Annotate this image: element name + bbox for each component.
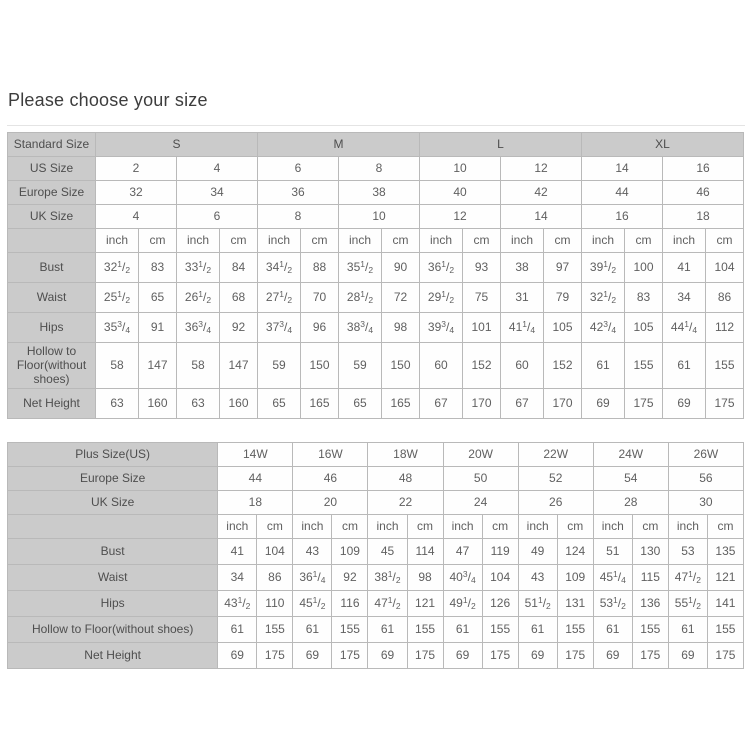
table-value-cell: 165 — [301, 389, 339, 419]
table-value-cell: 10 — [339, 205, 420, 229]
table-value-cell: $51^1/_2$ — [518, 591, 557, 617]
table-value-cell: 92 — [332, 565, 368, 591]
table-value-cell: $45^1/_4$ — [593, 565, 632, 591]
table-value-cell: 92 — [220, 313, 258, 343]
table-value-cell: 4 — [96, 205, 177, 229]
table-value-cell: 152 — [544, 343, 582, 389]
table-value-cell: $36^3/_4$ — [177, 313, 220, 343]
table-value-cell: 86 — [706, 283, 744, 313]
table-value-cell: 112 — [706, 313, 744, 343]
table-value-cell: $38^1/_2$ — [368, 565, 407, 591]
table-value-cell: 175 — [482, 643, 518, 669]
table-value-cell: 14W — [218, 443, 293, 467]
table-value-cell: 59 — [339, 343, 382, 389]
table-header-cell: UK Size — [8, 491, 218, 515]
divider-line — [7, 125, 745, 126]
table-value-cell: cm — [707, 515, 743, 539]
table-value-cell: inch — [663, 229, 706, 253]
table-header-cell: Europe Size — [8, 181, 96, 205]
table-value-cell: $49^1/_2$ — [443, 591, 482, 617]
table-value-cell: $28^1/_2$ — [339, 283, 382, 313]
table-value-cell: 83 — [625, 283, 663, 313]
table-value-cell: 69 — [368, 643, 407, 669]
table-value-cell: 69 — [593, 643, 632, 669]
table-value-cell: cm — [332, 515, 368, 539]
table-value-cell: 38 — [339, 181, 420, 205]
table-value-cell: $44^1/_4$ — [663, 313, 706, 343]
table-value-cell: cm — [407, 515, 443, 539]
table-value-cell: 16 — [582, 205, 663, 229]
table-value-cell: 147 — [220, 343, 258, 389]
table-value-cell: $43^1/_2$ — [218, 591, 257, 617]
table-value-cell: 115 — [632, 565, 668, 591]
table-value-cell: $32^1/_2$ — [96, 253, 139, 283]
table-header-cell: Plus Size(US) — [8, 443, 218, 467]
table-value-cell: 34 — [177, 181, 258, 205]
table-value-cell: 60 — [501, 343, 544, 389]
table-value-cell: inch — [501, 229, 544, 253]
table-value-cell: 105 — [625, 313, 663, 343]
table-value-cell: 67 — [420, 389, 463, 419]
table-value-cell: 70 — [301, 283, 339, 313]
table-value-cell: 84 — [220, 253, 258, 283]
table-header-cell: L — [420, 133, 582, 157]
table-value-cell: 175 — [407, 643, 443, 669]
table-value-cell: 61 — [593, 617, 632, 643]
table-row — [8, 539, 744, 565]
table-value-cell: 18W — [368, 443, 443, 467]
table-value-cell: 20W — [443, 443, 518, 467]
table-row — [8, 313, 744, 343]
table-header-cell: Bust — [8, 253, 96, 283]
table-value-cell: 175 — [632, 643, 668, 669]
table-row — [8, 181, 744, 205]
table-row — [8, 133, 744, 157]
table-value-cell: 14 — [582, 157, 663, 181]
table-value-cell: 69 — [582, 389, 625, 419]
table-value-cell: 109 — [557, 565, 593, 591]
table-header-cell: Hips — [8, 591, 218, 617]
table-value-cell: inch — [518, 515, 557, 539]
table-value-cell: 61 — [582, 343, 625, 389]
table-value-cell: 90 — [382, 253, 420, 283]
table-row — [8, 205, 744, 229]
table-value-cell: 43 — [518, 565, 557, 591]
table-header-cell: S — [96, 133, 258, 157]
table-value-cell: 121 — [707, 565, 743, 591]
table-value-cell: $35^3/_4$ — [96, 313, 139, 343]
table-value-cell: cm — [706, 229, 744, 253]
table-value-cell: 43 — [293, 539, 332, 565]
table-value-cell: 24 — [443, 491, 518, 515]
table-header-cell: Net Height — [8, 389, 96, 419]
table-value-cell: 104 — [482, 565, 518, 591]
table-value-cell: 175 — [707, 643, 743, 669]
table-value-cell: $42^3/_4$ — [582, 313, 625, 343]
table-value-cell: 155 — [557, 617, 593, 643]
table-value-cell: 119 — [482, 539, 518, 565]
table-value-cell: $36^1/_4$ — [293, 565, 332, 591]
table-value-cell: inch — [96, 229, 139, 253]
table-value-cell: 126 — [482, 591, 518, 617]
table-value-cell: 86 — [257, 565, 293, 591]
table-row — [8, 157, 744, 181]
table-value-cell: cm — [544, 229, 582, 253]
table-value-cell: 16W — [293, 443, 368, 467]
table-value-cell: 155 — [625, 343, 663, 389]
table-value-cell: $32^1/_2$ — [582, 283, 625, 313]
table-value-cell: 46 — [663, 181, 744, 205]
table-value-cell: inch — [582, 229, 625, 253]
table-value-cell: 105 — [544, 313, 582, 343]
table-value-cell: 18 — [218, 491, 293, 515]
table-value-cell: inch — [258, 229, 301, 253]
table-value-cell: inch — [293, 515, 332, 539]
table-value-cell: $36^1/_2$ — [420, 253, 463, 283]
table-value-cell: 155 — [257, 617, 293, 643]
table-value-cell: 96 — [301, 313, 339, 343]
table-value-cell: inch — [593, 515, 632, 539]
table-value-cell: 75 — [463, 283, 501, 313]
table-value-cell: 16 — [663, 157, 744, 181]
table-value-cell: 104 — [257, 539, 293, 565]
table-value-cell: 12 — [501, 157, 582, 181]
table-value-cell: 101 — [463, 313, 501, 343]
table-value-cell: 124 — [557, 539, 593, 565]
table-value-cell: 44 — [582, 181, 663, 205]
table-value-cell: 8 — [339, 157, 420, 181]
table-value-cell: 41 — [663, 253, 706, 283]
table-value-cell: cm — [463, 229, 501, 253]
table-value-cell: 36 — [258, 181, 339, 205]
table-value-cell: 24W — [593, 443, 668, 467]
table-value-cell: 69 — [218, 643, 257, 669]
table-value-cell: 155 — [482, 617, 518, 643]
table-value-cell: 6 — [177, 205, 258, 229]
table-value-cell: $25^1/_2$ — [96, 283, 139, 313]
table-value-cell: 116 — [332, 591, 368, 617]
table-value-cell: 18 — [663, 205, 744, 229]
table-value-cell: 160 — [220, 389, 258, 419]
table-value-cell: 56 — [668, 467, 743, 491]
table-value-cell: 53 — [668, 539, 707, 565]
table-value-cell: inch — [420, 229, 463, 253]
table-value-cell: 63 — [96, 389, 139, 419]
table-value-cell: 135 — [707, 539, 743, 565]
table-value-cell: 47 — [443, 539, 482, 565]
table-value-cell: $45^1/_2$ — [293, 591, 332, 617]
table-value-cell: 32 — [96, 181, 177, 205]
table-value-cell: 12 — [420, 205, 501, 229]
table-value-cell: $40^3/_4$ — [443, 565, 482, 591]
page-title: Please choose your size — [8, 90, 208, 110]
table-value-cell: 147 — [139, 343, 177, 389]
table-value-cell: 91 — [139, 313, 177, 343]
table-value-cell: 61 — [443, 617, 482, 643]
table-value-cell: 28 — [593, 491, 668, 515]
table-value-cell: 63 — [177, 389, 220, 419]
table-row — [8, 283, 744, 313]
table-header-cell: UK Size — [8, 205, 96, 229]
table-value-cell: $29^1/_2$ — [420, 283, 463, 313]
table-value-cell: 65 — [258, 389, 301, 419]
table-value-cell: 51 — [593, 539, 632, 565]
table-value-cell: 83 — [139, 253, 177, 283]
table-header-cell: Waist — [8, 283, 96, 313]
table-value-cell: 114 — [407, 539, 443, 565]
table-value-cell: 61 — [218, 617, 257, 643]
table-value-cell: inch — [368, 515, 407, 539]
table-value-cell: $27^1/_2$ — [258, 283, 301, 313]
table-row — [8, 343, 744, 389]
table-value-cell: 69 — [443, 643, 482, 669]
table-row — [8, 253, 744, 283]
table-value-cell: 26W — [668, 443, 743, 467]
table-header-cell: Hollow to Floor(without shoes) — [8, 617, 218, 643]
table-value-cell: 61 — [668, 617, 707, 643]
table-value-cell: 61 — [368, 617, 407, 643]
table-value-cell: cm — [557, 515, 593, 539]
table-row — [8, 643, 744, 669]
table-value-cell: 98 — [382, 313, 420, 343]
table-value-cell: 170 — [463, 389, 501, 419]
table-value-cell: 10 — [420, 157, 501, 181]
table-value-cell: 59 — [258, 343, 301, 389]
standard-size-table — [7, 132, 744, 419]
table-value-cell: 8 — [258, 205, 339, 229]
table-value-cell: 155 — [407, 617, 443, 643]
table-value-cell: inch — [177, 229, 220, 253]
table-value-cell: 4 — [177, 157, 258, 181]
table-value-cell: 34 — [663, 283, 706, 313]
table-value-cell: 65 — [139, 283, 177, 313]
table-row — [8, 565, 744, 591]
table-header-cell: Waist — [8, 565, 218, 591]
table-value-cell: 175 — [332, 643, 368, 669]
table-value-cell: $55^1/_2$ — [668, 591, 707, 617]
table-value-cell: cm — [220, 229, 258, 253]
table-value-cell: 40 — [420, 181, 501, 205]
table-value-cell: 121 — [407, 591, 443, 617]
table-value-cell: 110 — [257, 591, 293, 617]
table-value-cell: $34^1/_2$ — [258, 253, 301, 283]
table-value-cell: 93 — [463, 253, 501, 283]
table-value-cell: 68 — [220, 283, 258, 313]
table-value-cell: 41 — [218, 539, 257, 565]
table-value-cell: 155 — [706, 343, 744, 389]
table-value-cell: 67 — [501, 389, 544, 419]
table-value-cell: 175 — [557, 643, 593, 669]
table-value-cell: 109 — [332, 539, 368, 565]
table-value-cell: 65 — [339, 389, 382, 419]
table-value-cell: 79 — [544, 283, 582, 313]
table-value-cell: 150 — [382, 343, 420, 389]
table-value-cell: 69 — [518, 643, 557, 669]
table-row — [8, 389, 744, 419]
table-value-cell: 88 — [301, 253, 339, 283]
table-header-cell: XL — [582, 133, 744, 157]
table-value-cell: 14 — [501, 205, 582, 229]
table-row — [8, 491, 744, 515]
table-header-cell: Bust — [8, 539, 218, 565]
table-value-cell: 131 — [557, 591, 593, 617]
table-value-cell: 26 — [518, 491, 593, 515]
table-value-cell: $41^1/_4$ — [501, 313, 544, 343]
table-value-cell: 72 — [382, 283, 420, 313]
table-value-cell: 175 — [706, 389, 744, 419]
table-value-cell: cm — [625, 229, 663, 253]
table-value-cell: 130 — [632, 539, 668, 565]
table-value-cell: 175 — [625, 389, 663, 419]
table-value-cell: cm — [632, 515, 668, 539]
table-value-cell: 100 — [625, 253, 663, 283]
table-header-cell: Net Height — [8, 643, 218, 669]
table-value-cell: 20 — [293, 491, 368, 515]
table-value-cell: 136 — [632, 591, 668, 617]
table-value-cell: 42 — [501, 181, 582, 205]
table-value-cell: 61 — [518, 617, 557, 643]
table-value-cell: $47^1/_2$ — [368, 591, 407, 617]
table-row — [8, 229, 744, 253]
table-value-cell: $47^1/_2$ — [668, 565, 707, 591]
table-value-cell: 69 — [663, 389, 706, 419]
table-value-cell: cm — [482, 515, 518, 539]
table-value-cell: 155 — [632, 617, 668, 643]
table-value-cell: 160 — [139, 389, 177, 419]
table-header-cell: US Size — [8, 157, 96, 181]
table-value-cell: cm — [382, 229, 420, 253]
table-value-cell: 60 — [420, 343, 463, 389]
table-value-cell: 30 — [668, 491, 743, 515]
table-value-cell: 46 — [293, 467, 368, 491]
table-value-cell: 61 — [293, 617, 332, 643]
table-value-cell: 58 — [96, 343, 139, 389]
table-value-cell: 155 — [332, 617, 368, 643]
table-value-cell: 44 — [218, 467, 293, 491]
table-value-cell: 31 — [501, 283, 544, 313]
table-value-cell: 34 — [218, 565, 257, 591]
table-value-cell: inch — [668, 515, 707, 539]
table-row — [8, 467, 744, 491]
table-value-cell: cm — [301, 229, 339, 253]
table-value-cell: 45 — [368, 539, 407, 565]
table-value-cell: 69 — [668, 643, 707, 669]
table-value-cell: 54 — [593, 467, 668, 491]
table-header-cell — [8, 515, 218, 539]
table-value-cell: inch — [443, 515, 482, 539]
table-value-cell: $53^1/_2$ — [593, 591, 632, 617]
table-value-cell: 104 — [706, 253, 744, 283]
table-row — [8, 591, 744, 617]
table-value-cell: 61 — [663, 343, 706, 389]
table-value-cell: 2 — [96, 157, 177, 181]
table-value-cell: 97 — [544, 253, 582, 283]
table-value-cell: cm — [139, 229, 177, 253]
table-value-cell: 150 — [301, 343, 339, 389]
table-row — [8, 515, 744, 539]
table-value-cell: $26^1/_2$ — [177, 283, 220, 313]
table-value-cell: 49 — [518, 539, 557, 565]
table-value-cell: 170 — [544, 389, 582, 419]
table-row — [8, 617, 744, 643]
table-value-cell: 52 — [518, 467, 593, 491]
table-value-cell: $35^1/_2$ — [339, 253, 382, 283]
table-header-cell: Hips — [8, 313, 96, 343]
table-value-cell: $33^1/_2$ — [177, 253, 220, 283]
table-header-cell: Hollow to Floor(without shoes) — [8, 343, 96, 389]
table-value-cell: cm — [257, 515, 293, 539]
table-header-cell — [8, 229, 96, 253]
table-value-cell: $39^3/_4$ — [420, 313, 463, 343]
table-value-cell: $37^3/_4$ — [258, 313, 301, 343]
table-value-cell: 165 — [382, 389, 420, 419]
table-value-cell: $39^1/_2$ — [582, 253, 625, 283]
table-value-cell: inch — [339, 229, 382, 253]
table-value-cell: 22 — [368, 491, 443, 515]
table-value-cell: 6 — [258, 157, 339, 181]
plus-size-table — [7, 442, 744, 669]
table-value-cell: 152 — [463, 343, 501, 389]
table-value-cell: 98 — [407, 565, 443, 591]
table-value-cell: 50 — [443, 467, 518, 491]
table-value-cell: inch — [218, 515, 257, 539]
table-header-cell: Europe Size — [8, 467, 218, 491]
table-value-cell: $38^3/_4$ — [339, 313, 382, 343]
table-header-cell: Standard Size — [8, 133, 96, 157]
table-value-cell: 58 — [177, 343, 220, 389]
table-value-cell: 22W — [518, 443, 593, 467]
table-header-cell: M — [258, 133, 420, 157]
table-value-cell: 175 — [257, 643, 293, 669]
table-value-cell: 48 — [368, 467, 443, 491]
table-row — [8, 443, 744, 467]
table-value-cell: 38 — [501, 253, 544, 283]
table-value-cell: 69 — [293, 643, 332, 669]
table-value-cell: 155 — [707, 617, 743, 643]
table-value-cell: 141 — [707, 591, 743, 617]
